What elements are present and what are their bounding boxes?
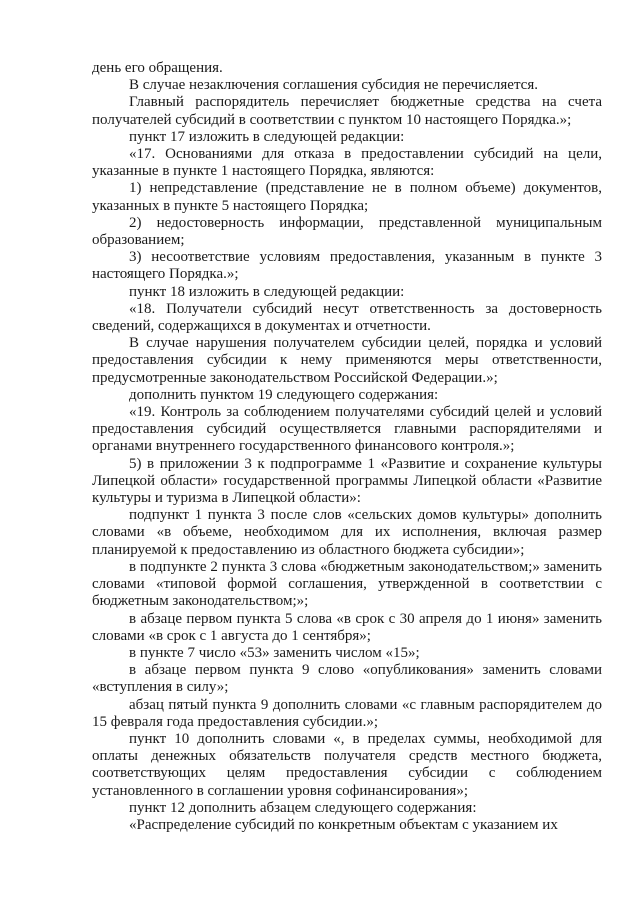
paragraph: «Распределение субсидий по конкретным объектам с указанием их <box>129 816 558 833</box>
paragraph: в пункте 7 число «53» заменить числом «15»; <box>129 644 420 661</box>
paragraph: в абзаце первом пункта 5 слова «в срок с 30 апреля до 1 июня» заменить словами «в срок с 1 августа до 1 сентября»; <box>92 610 602 644</box>
paragraph: «19. Контроль за соблюдением получателями субсидий целей и условий предоставления субсидий осуществляется главными распорядителями и органами внутреннего государственного финансового контроля.»; <box>92 404 602 455</box>
paragraph: в абзаце первом пункта 9 слово «опубликования» заменить словами «вступления в силу»; <box>92 662 602 696</box>
document-page <box>92 60 602 834</box>
paragraph: В случае нарушения получателем субсидии целей, порядка и условий предоставления субсидии к нему применяются меры ответственности, предусмотренные законодательством Российской Федерации.»; <box>92 335 602 386</box>
paragraph: пункт 10 дополнить словами «, в пределах суммы, необходимой для оплаты денежных обязательств получателя средств местного бюджета, соответствующих целям предоставления субсидии с соблюдением установленного в соглашении уровня софинансирования»; <box>92 730 602 799</box>
paragraph: день его обращения. <box>92 60 223 76</box>
paragraph: в подпункте 2 пункта 3 слова «бюджетным законодательством;» заменить словами «типовой формой соглашения, утвержденной в соответствии с бюджетным законодательством;»; <box>92 558 602 610</box>
paragraph: подпункт 1 пункта 3 после слов «сельских домов культуры» дополнить словами «в объеме, необходимом для их исполнения, включая размер планируемой к предоставлению из областного бюджета субсидии»; <box>92 507 602 558</box>
paragraph: «18. Получатели субсидий несут ответственность за достоверность сведений, содержащихся в документах и отчетности. <box>92 300 602 335</box>
paragraph: пункт 17 изложить в следующей редакции: <box>129 128 405 145</box>
paragraph: Главный распорядитель перечисляет бюджетные средства на счета получателей субсидий в соответствии с пунктом 10 настоящего Порядка.»; <box>92 94 602 128</box>
paragraph: 5) в приложении 3 к подпрограмме 1 «Развитие и сохранение культуры Липецкой области» государственной программы Липецкой области «Развитие культуры и туризма в Липецкой области»: <box>92 455 602 507</box>
paragraph: пункт 18 изложить в следующей редакции: <box>129 283 405 300</box>
paragraph: дополнить пунктом 19 следующего содержания: <box>129 386 439 403</box>
paragraph: абзац пятый пункта 9 дополнить словами «с главным распорядителем до 15 февраля года предоставления субсидии.»; <box>92 696 602 730</box>
paragraph: 2) недостоверность информации, представленной муниципальным образованием; <box>92 214 602 249</box>
paragraph: 1) непредставление (представление не в полном объеме) документов, указанных в пункте 5 настоящего Порядка; <box>92 180 602 214</box>
paragraph: «17. Основаниями для отказа в предоставлении субсидий на цели, указанные в пункте 1 настоящего Порядка, являются: <box>92 146 602 180</box>
paragraph: В случае незаключения соглашения субсидия не перечисляется. <box>129 77 538 94</box>
paragraph: пункт 12 дополнить абзацем следующего содержания: <box>129 799 477 816</box>
paragraph: 3) несоответствие условиям предоставления, указанным в пункте 3 настоящего Порядка.»; <box>92 249 602 283</box>
